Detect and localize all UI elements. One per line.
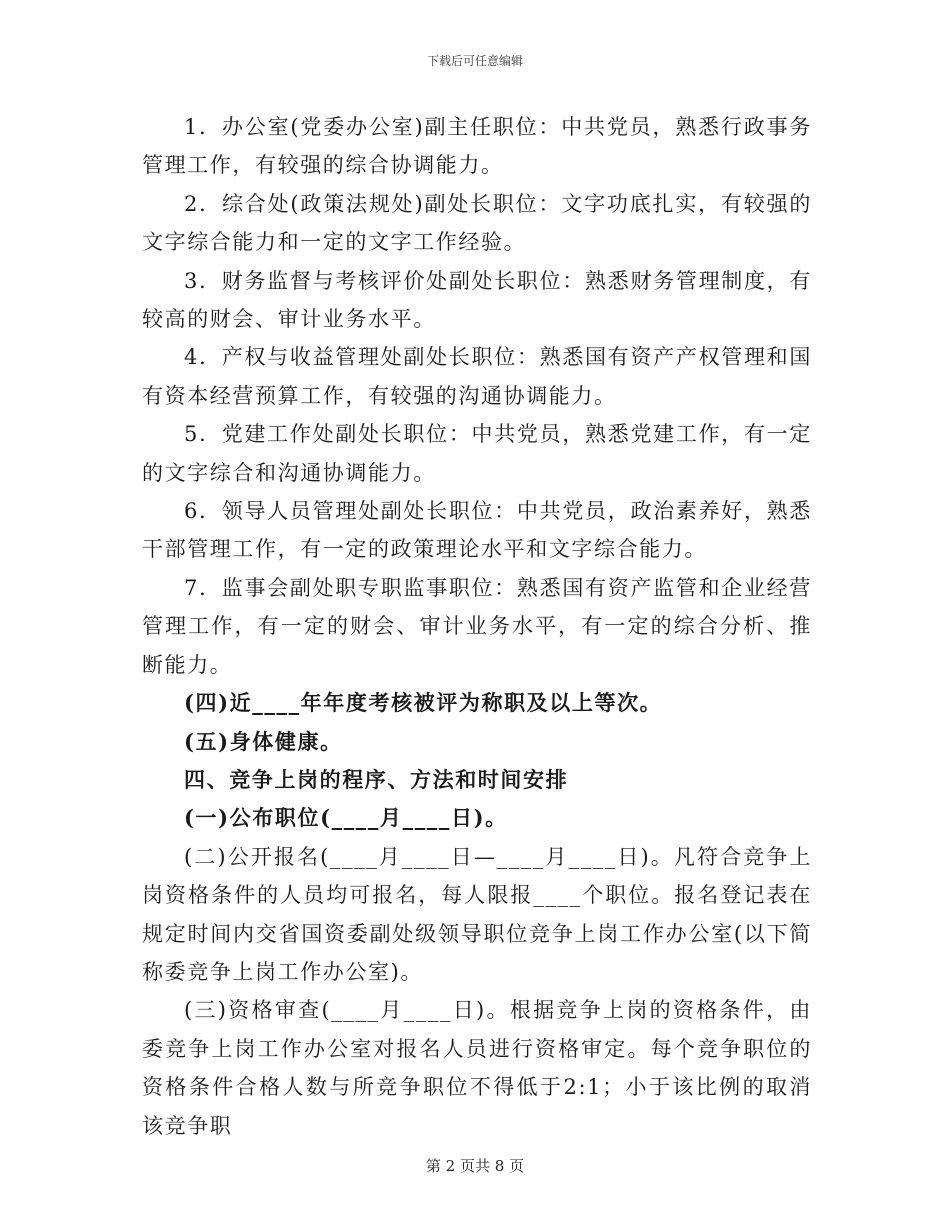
paragraph-item-5: 5．党建工作处副处长职位：中共党员，熟悉党建工作，有一定的文字综合和沟通协调能力。 xyxy=(142,422,812,485)
paragraph-item-3: 3．财务监督与考核评价处副处长职位：熟悉财务管理制度，有较高的财会、审计业务水平。 xyxy=(142,268,812,332)
paragraph-item-1: 1．办公室(党委办公室)副主任职位：中共党员，熟悉行政事务管理工作，有较强的综合协调能力。 xyxy=(142,115,812,178)
paragraph-item-4: 4．产权与收益管理处副处长职位：熟悉国有资产产权管理和国有资本经营预算工作，有较强的沟通协调能力。 xyxy=(142,345,812,408)
paragraph-item-6: 6．领导人员管理处副处长职位：中共党员，政治素养好，熟悉干部管理工作，有一定的政策理论水平和文字综合能力。 xyxy=(142,499,812,562)
page-header-note: 下载后可任意编辑 xyxy=(426,54,523,68)
paragraph-item-7: 7．监事会副处职专职监事职位：熟悉国有资产监管和企业经营管理工作，有一定的财会、审计业务水平，有一定的综合分析、推断能力。 xyxy=(142,575,812,677)
paragraph-item-2: 2．综合处(政策法规处)副处长职位：文字功底扎实，有较强的文字综合能力和一定的文字工作经验。 xyxy=(142,191,812,255)
step-1-publish-positions: (一)公布职位(____月____日)。 xyxy=(184,805,508,831)
step-3-qualification-review: (三)资格审查(____月____日)。根据竞争上岗的资格条件，由委竞争上岗工作办公室对报名人员进行资格审定。每个竞争职位的资格条件合格人数与所竞争职位不得低于2:1；小于该比例的取消该竞争职 xyxy=(142,998,812,1138)
document-body xyxy=(142,108,812,1145)
page-number-footer: 第 2 页共 8 页 xyxy=(425,1157,525,1175)
condition-5-health: (五)身体健康。 xyxy=(184,728,343,754)
condition-4-assessment: (四)近____年年度考核被评为称职及以上等次。 xyxy=(184,690,663,716)
section-heading-procedure: 四、竞争上岗的程序、方法和时间安排 xyxy=(184,766,569,792)
step-2-registration: (二)公开报名(____月____日—____月____日)。凡符合竞争上岗资格条件的人员均可报名，每人限报____个职位。报名登记表在规定时间内交省国资委副处级领导职位竞争上岗工作办公室(以下简称委竞争上岗工作办公室)。 xyxy=(142,844,812,984)
